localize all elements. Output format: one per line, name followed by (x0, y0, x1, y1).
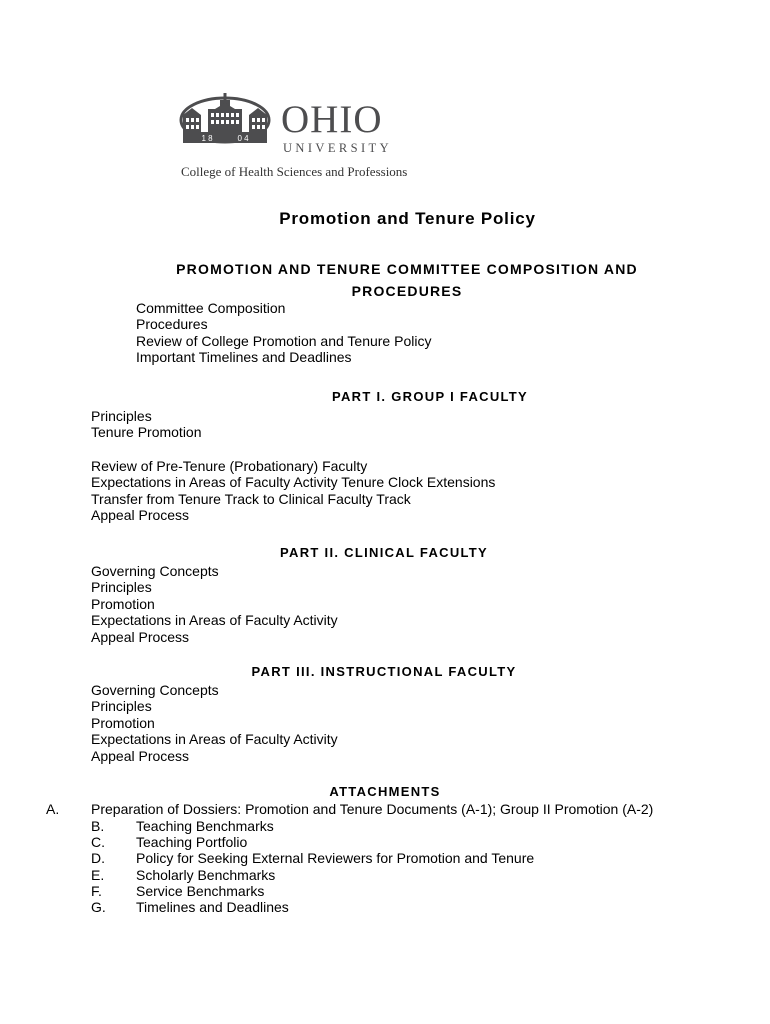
list-item: Promotion (91, 595, 155, 612)
list-item: Important Timelines and Deadlines (136, 349, 352, 366)
list-item: Review of Pre-Tenure (Probationary) Faculty (91, 458, 368, 474)
attachment-text: Service Benchmarks (136, 883, 265, 899)
attachment-text: Scholarly Benchmarks (136, 867, 276, 883)
list-item: Appeal Process (91, 507, 190, 524)
list-item: Procedures (136, 316, 208, 333)
attachment-letter: F. (91, 883, 102, 899)
part2-heading: PART II. CLINICAL FACULTY (280, 545, 488, 560)
list-item: Promotion (91, 714, 155, 731)
seal-year-right: 0 4 (237, 134, 249, 143)
attachment-letter: D. (91, 850, 105, 866)
college-name: College of Health Sciences and Professions (181, 164, 408, 179)
attachment-text: Timelines and Deadlines (136, 899, 289, 915)
attachment-text: Teaching Benchmarks (136, 818, 274, 834)
attachment-text: Preparation of Dossiers: Promotion and Tenure Documents (A-1); Group II Promotion (A-2) (91, 801, 654, 817)
attachment-letter: E. (91, 867, 105, 883)
part1-heading: PART I. GROUP I FACULTY (331, 389, 529, 404)
list-item: Expectations in Areas of Faculty Activity (91, 612, 338, 629)
list-item: Tenure Promotion (91, 424, 202, 441)
part3-heading: PART III. INSTRUCTIONAL FACULTY (251, 664, 517, 679)
part3-list (91, 682, 338, 764)
list-item: Transfer from Tenure Track to Clinical Faculty Track (91, 490, 411, 507)
list-item: Appeal Process (91, 747, 190, 764)
seal-year-left: 1 8 (201, 134, 213, 143)
list-item: Review of College Promotion and Tenure Policy (136, 332, 432, 349)
section-heading: PROMOTION AND TENURE COMMITTEE COMPOSITION AND PROCEDURES (176, 261, 638, 299)
attachments-heading: ATTACHMENTS (329, 784, 441, 799)
list-item: Appeal Process (91, 628, 190, 645)
document-title: Promotion and Tenure Policy (279, 209, 536, 228)
list-item: Principles (91, 698, 152, 715)
part2-list (91, 563, 338, 645)
attachment-text: Policy for Seeking External Reviewers for Promotion and Tenure (136, 850, 535, 866)
logo-wordmark: OHIO (281, 98, 383, 141)
list-item: Expectations in Areas of Faculty Activity (91, 731, 338, 748)
list-item: Principles (91, 408, 152, 424)
attachment-letter: G. (91, 899, 106, 915)
attachment-letter: B. (91, 818, 105, 834)
attachment-text: Teaching Portfolio (136, 834, 248, 850)
list-item: Committee Composition (136, 300, 286, 316)
committee-list (136, 300, 431, 366)
list-item: Governing Concepts (91, 563, 219, 579)
logo-submark: UNIVERSITY (283, 141, 392, 155)
list-item: Governing Concepts (91, 682, 219, 698)
university-seal-icon (179, 93, 271, 145)
university-logo (179, 93, 439, 183)
attachment-letter: C. (91, 834, 105, 850)
part1-list-a (91, 408, 202, 441)
part1-list-b (91, 458, 495, 524)
list-item: Expectations in Areas of Faculty Activity Tenure Clock Extensions (91, 474, 496, 491)
list-item: Principles (91, 579, 152, 596)
attachment-letter: A. (46, 801, 60, 817)
